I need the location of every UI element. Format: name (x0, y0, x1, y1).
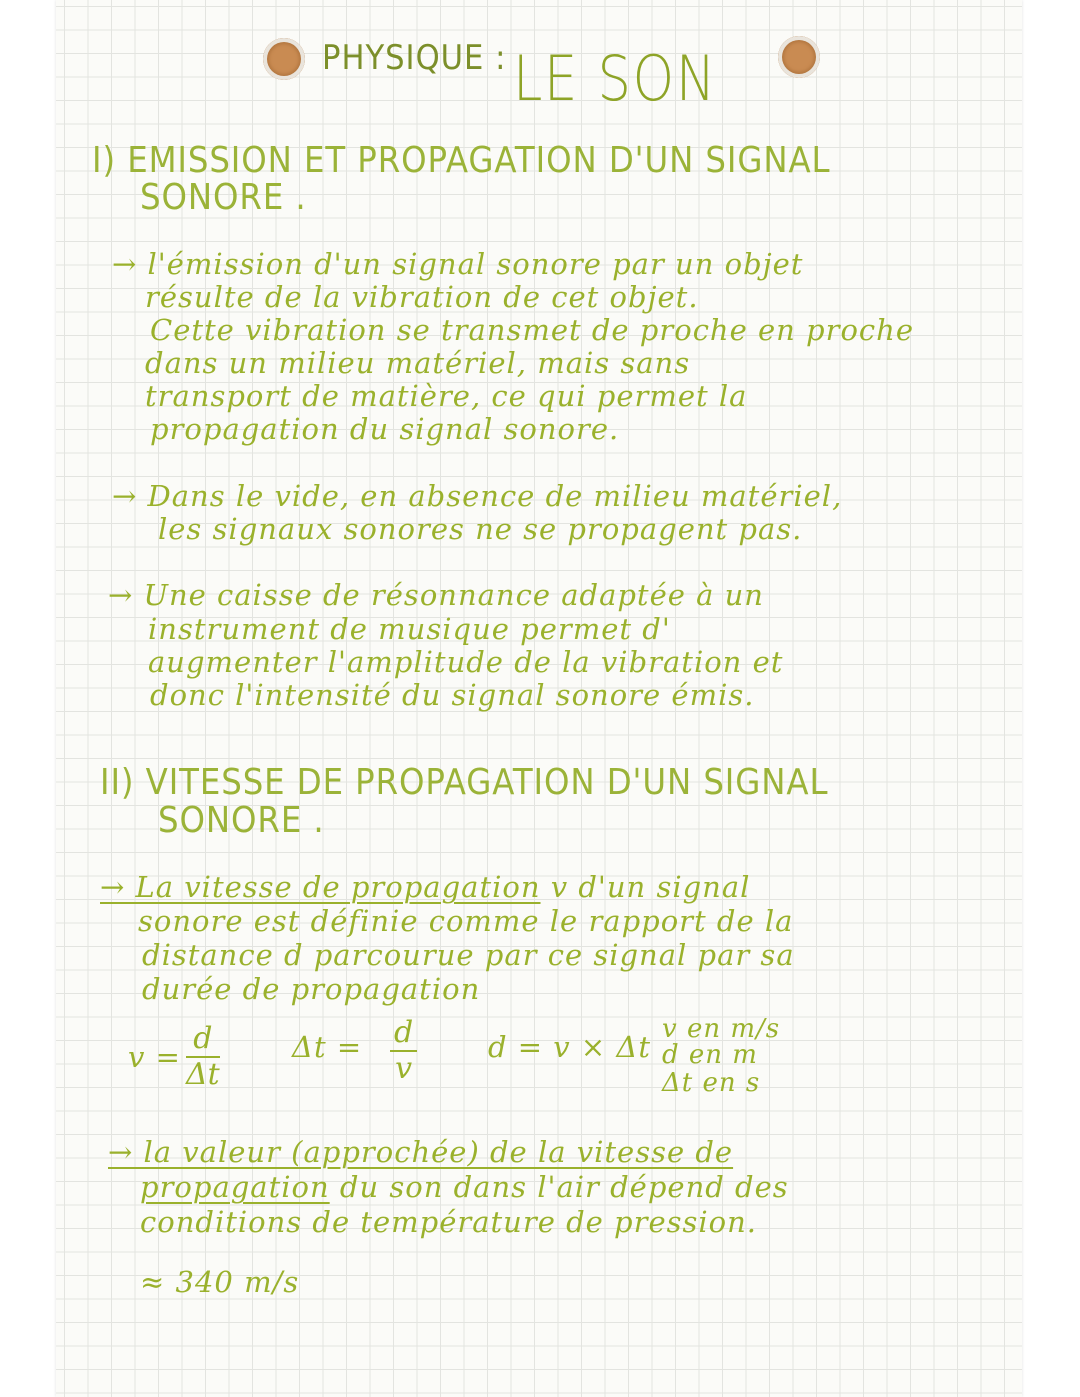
formula1-fraction (186, 1022, 220, 1092)
formula2-denominator: v (395, 1051, 413, 1086)
s2-p1-line: sonore est définie comme le rapport de la (138, 904, 794, 938)
punch-hole-left (263, 38, 305, 80)
s2-p1-line: distance d parcourue par ce signal par sa (142, 938, 795, 972)
formula1-denominator: Δt (186, 1057, 220, 1092)
s1-p1-line: résulte de la vibration de cet objet. (145, 280, 699, 314)
s1-p1-line: → l'émission d'un signal sonore par un objet (112, 247, 804, 281)
formula2-lhs: Δt = (292, 1030, 363, 1064)
speed-definition-rest: v d'un signal (540, 870, 751, 904)
formula1-numerator: d (186, 1022, 220, 1058)
section1-heading-cont: SONORE . (140, 177, 307, 218)
unit-line: d en m (662, 1040, 758, 1070)
s1-p1-line: transport de matière, ce qui permet la (145, 379, 748, 413)
s1-p1-line: dans un milieu matériel, mais sans (145, 346, 691, 380)
s2-p2-line: conditions de température de pression. (140, 1205, 758, 1239)
section2-heading: II) VITESSE DE PROPAGATION D'UN SIGNAL (100, 762, 829, 803)
s1-p1-line: Cette vibration se transmet de proche en proche (150, 313, 915, 347)
punch-hole-right (778, 36, 820, 78)
s2-p2-line (140, 1170, 789, 1204)
s2-p2-rest: du son dans l'air dépend des (329, 1170, 789, 1204)
unit-line: v en m/s (662, 1014, 781, 1044)
s1-p3-line: donc l'intensité du signal sonore émis. (150, 678, 755, 712)
speed-value: ≈ 340 m/s (140, 1265, 300, 1299)
s1-p3-line: → Une caisse de résonnance adaptée à un (108, 578, 764, 612)
section2-heading-cont: SONORE . (158, 800, 325, 841)
page-title: LE SON (513, 42, 717, 115)
formula2-numerator: d (390, 1016, 417, 1052)
title-prefix: PHYSIQUE : (322, 38, 507, 78)
s1-p1-line: propagation du signal sonore. (150, 412, 620, 446)
s2-p1-line: durée de propagation (142, 972, 481, 1006)
s1-p2-line: → Dans le vide, en absence de milieu matériel, (112, 479, 843, 513)
s2-p1-line (100, 870, 750, 904)
s1-p3-line: instrument de musique permet d' (148, 612, 671, 646)
s1-p2-line: les signaux sonores ne se propagent pas. (158, 512, 803, 546)
formula3: d = v × Δt (488, 1030, 652, 1064)
section1-heading: I) EMISSION ET PROPAGATION D'UN SIGNAL (92, 140, 831, 181)
s2-p2-line: → la valeur (approchée) de la vitesse de (108, 1135, 734, 1169)
formula1-lhs: v = (128, 1040, 181, 1074)
formula2-fraction (390, 1016, 417, 1086)
unit-line: Δt en s (662, 1068, 761, 1098)
s1-p3-line: augmenter l'amplitude de la vibration et (148, 645, 784, 679)
s2-p2-underlined-word: propagation (140, 1170, 330, 1204)
speed-definition-term: → La vitesse de propagation (100, 870, 541, 904)
